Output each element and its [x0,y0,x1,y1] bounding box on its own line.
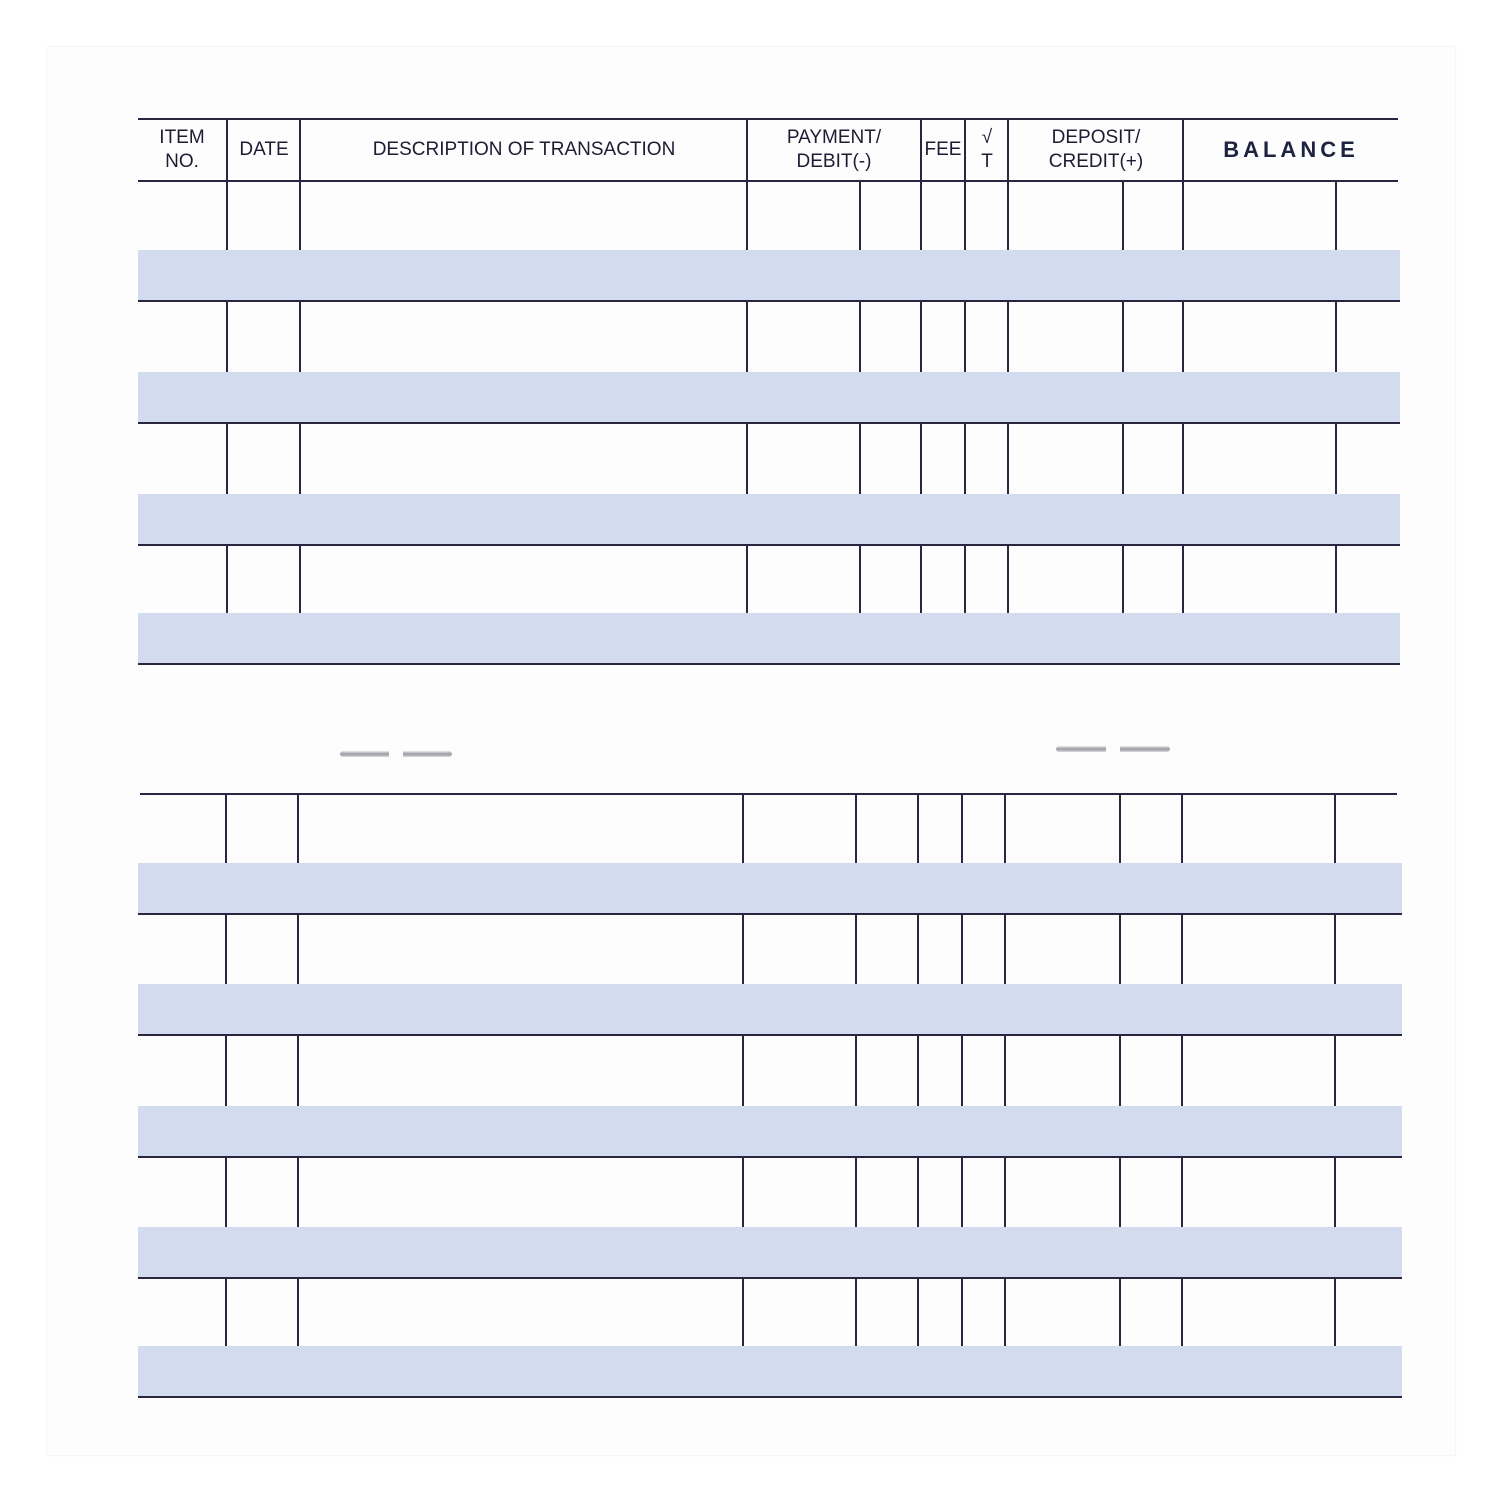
entry-shade-band [138,1346,1402,1396]
staple-left [340,751,452,757]
header-balance: BALANCE [1223,137,1359,162]
header-bottom-rule [138,180,1398,182]
entry-rule [138,544,1400,546]
entry-rule [138,1034,1402,1036]
entry-rule [138,300,1400,302]
header-item-no: ITEM NO. [159,127,205,172]
entry-shade-band [138,863,1402,913]
header-deposit-credit: DEPOSIT/ CREDIT(+) [1048,127,1144,172]
header-fee: FEE [924,139,962,160]
entry-rule [138,663,1400,665]
entry-shade-band [138,250,1400,300]
header-payment-debit: PAYMENT/ DEBIT(-) [786,127,882,172]
header-check-mark: √ T [981,127,993,172]
header-date: DATE [239,139,289,160]
entry-rule [138,913,1402,915]
entry-rule [138,422,1400,424]
entry-shade-band [138,984,1402,1034]
staple-right [1056,746,1170,752]
entry-shade-band [138,372,1400,422]
entry-rule [138,1277,1402,1279]
entry-shade-band [138,1227,1402,1277]
entry-shade-band [138,494,1400,544]
entry-shade-band [138,613,1400,663]
entry-shade-band [138,1106,1402,1156]
entry-rule [138,1396,1402,1398]
entry-rule [138,1156,1402,1158]
section-top-rule [140,793,1397,795]
header-description: DESCRIPTION OF TRANSACTION [372,139,676,160]
